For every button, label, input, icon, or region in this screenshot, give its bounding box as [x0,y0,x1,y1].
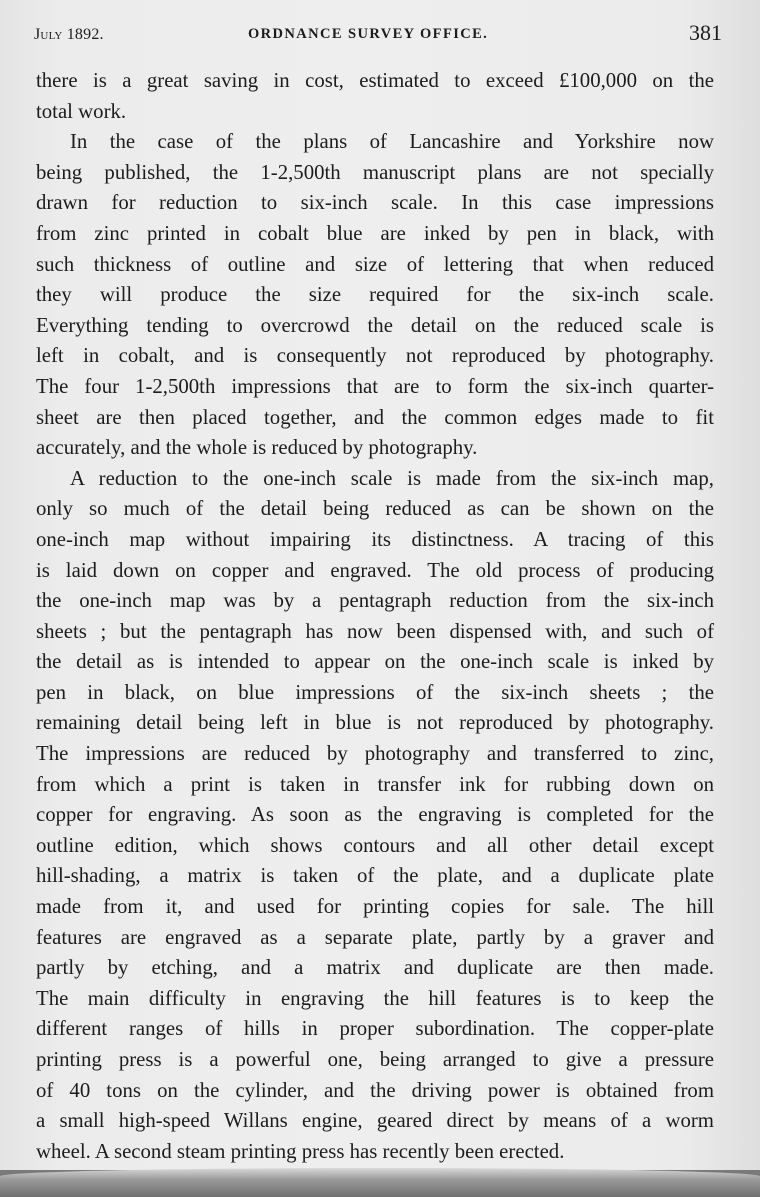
text-line: accurately, and the whole is reduced by photography. [36,436,478,460]
text-line: A reduction to the one-inch scale is made from the six-inch map, [70,466,714,490]
text-line: of 40 tons on the cylinder, and the driving power is obtained from [36,1078,714,1102]
text-line: a small high-speed Willans engine, geared direct by means of a worm [36,1109,714,1133]
text-line: pen in black, on blue impressions of the six-inch sheets ; the [36,680,714,704]
text-line: partly by etching, and a matrix and duplicate are then made. [36,956,714,980]
running-head-title: ORDNANCE SURVEY OFFICE. [248,26,489,42]
text-line: one-inch map without impairing its distinctness. A tracing of this [36,527,714,551]
page-bottom-edge [0,1168,760,1197]
text-line: different ranges of hills in proper subordination. The copper-plate [36,1017,714,1041]
text-line: The four 1-2,500th impressions that are to form the six-inch quarter- [36,374,714,398]
text-line: sheet are then placed together, and the common edges made to fit [36,405,714,429]
text-line: such thickness of outline and size of lettering that when reduced [36,252,714,276]
text-line: the one-inch map was by a pentagraph reduction from the six-inch [36,589,714,613]
text-line: only so much of the detail being reduced as can be shown on the [36,497,714,521]
page-number: 381 [689,20,722,45]
text-line: left in cobalt, and is consequently not reproduced by photography. [36,344,714,368]
text-line: features are engraved as a separate plate, partly by a graver and [36,925,714,949]
text-line: made from it, and used for printing copies for sale. The hill [36,895,714,919]
text-line: from zinc printed in cobalt blue are inked by pen in black, with [36,221,714,245]
running-head-date: July 1892. [34,26,104,43]
text-line: the detail as is intended to appear on the one-inch scale is inked by [36,650,714,674]
body-text [36,66,714,1167]
text-line: being published, the 1-2,500th manuscript plans are not specially [36,160,714,184]
text-line: Everything tending to overcrowd the detail on the reduced scale is [36,313,714,337]
text-line: In the case of the plans of Lancashire and Yorkshire now [70,130,714,154]
text-line: remaining detail being left in blue is not reproduced by photography. [36,711,714,735]
text-line: from which a print is taken in transfer ink for rubbing down on [36,772,714,796]
paragraph [36,66,714,127]
text-line: they will produce the size required for the six-inch scale. [36,283,714,307]
text-line: drawn for reduction to six-inch scale. In this case impressions [36,191,714,215]
running-head [34,20,722,50]
text-line: hill-shading, a matrix is taken of the plate, and a duplicate plate [36,864,714,888]
text-line: sheets ; but the pentagraph has now been dispensed with, and such of [36,619,714,643]
text-line: wheel. A second steam printing press has recently been erected. [36,1139,565,1163]
text-line: is laid down on copper and engraved. The old process of producing [36,558,714,582]
text-line: printing press is a powerful one, being arranged to give a pressure [36,1048,714,1071]
text-line: total work. [36,99,127,123]
paragraph [36,464,714,1168]
text-line: copper for engraving. As soon as the engraving is completed for the [36,803,714,827]
text-line: The main difficulty in engraving the hill features is to keep the [36,986,714,1010]
text-line: The impressions are reduced by photography and transferred to zinc, [36,742,714,766]
paragraph [36,127,714,464]
text-line: there is a great saving in cost, estimated to exceed £100,000 on the [36,69,714,92]
text-line: outline edition, which shows contours and all other detail except [36,833,714,857]
